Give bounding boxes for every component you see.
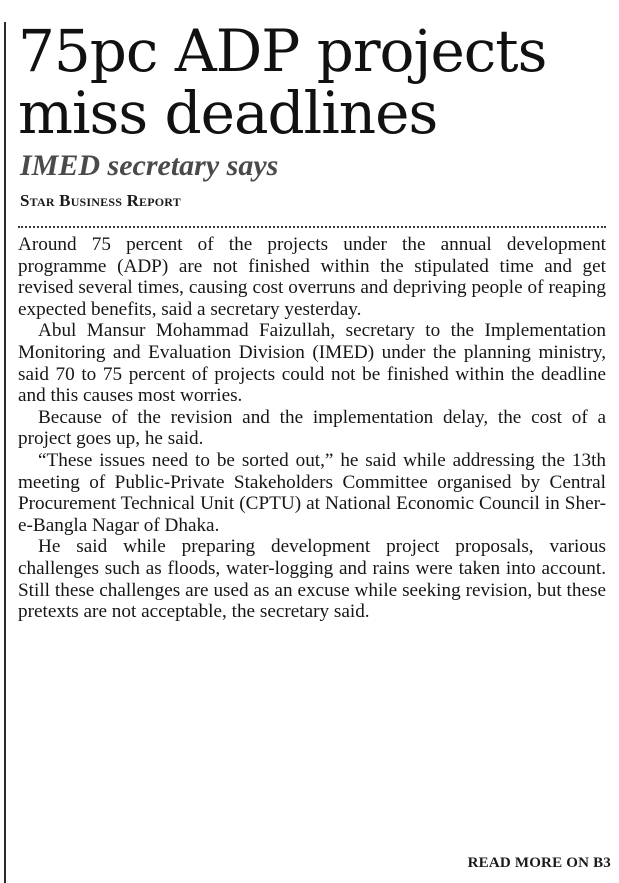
byline: Star Business Report xyxy=(20,191,181,210)
column-rule xyxy=(4,22,6,883)
paragraph-4: “These issues need to be sorted out,” he said while addressing the 13th meeting of Public-Private Stakeholders Committee organised by Central Procurement Technical Unit (CPTU) at National Economic Council in Sher-e-Bangla Nagar of Dhaka. xyxy=(18,449,606,536)
paragraph-2: Abul Mansur Mohammad Faizullah, secretary to the Implementation Monitoring and Evaluation Division (IMED) under the planning ministry, said 70 to 75 percent of projects could not be finished within the deadline and this causes most worries. xyxy=(18,320,606,407)
article-body xyxy=(18,234,606,623)
paragraph-1: Around 75 percent of the projects under the annual development programme (ADP) are not finished within the stipulated time and get revised several times, causing cost overruns and depriving people of reaping expected benefits, said a secretary yesterday. xyxy=(18,234,606,320)
deck-subheadline: IMED secretary says xyxy=(20,149,279,182)
headline: 75pc ADP projects miss deadlines xyxy=(18,17,547,147)
paragraph-3: Because of the revision and the implementation delay, the cost of a project goes up, he said. xyxy=(18,406,606,450)
article xyxy=(18,17,608,623)
paragraph-5: He said while preparing development project proposals, various challenges such as floods, water-logging and rains were taken into account. Still these challenges are used as an excuse while seeking revision, but these pretexts are not acceptable, the secretary said. xyxy=(18,536,606,623)
read-more-link[interactable]: READ MORE ON B3 xyxy=(467,855,611,871)
dotted-divider xyxy=(18,226,606,228)
